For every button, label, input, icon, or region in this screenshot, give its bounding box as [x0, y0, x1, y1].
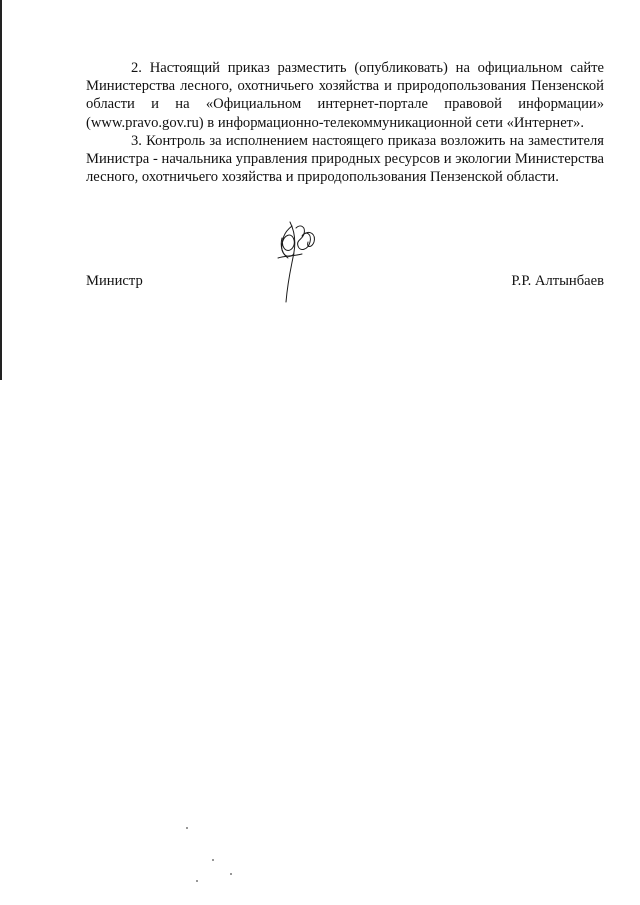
document-body [86, 59, 604, 186]
paragraph-control-order: 3. Контроль за исполнением настоящего приказа возложить на заместителя Министра - начальника управления природных ресурсов и экологии Министерства лесного, охотничьего хозяйства и природопользования Пензенской области. [86, 132, 604, 186]
paragraph-publication-order: 2. Настоящий приказ разместить (опубликовать) на официальном сайте Министерства лесного, охотничьего хозяйства и природопользования Пензенской области и на «Официальном интернет-портале правовой информации» (www.pravo.gov.ru) в информационно-телекоммуникационной сети «Интернет». [86, 60, 604, 131]
scan-speck [230, 873, 232, 875]
scan-speck [212, 859, 214, 861]
signature-block [86, 272, 604, 292]
signatory-name: Р.Р. Алтынбаев [511, 273, 604, 289]
signatory-title: Министр [86, 273, 143, 289]
scan-speck [186, 827, 188, 829]
scan-speck [196, 880, 198, 882]
handwritten-signature [270, 218, 320, 304]
scan-left-edge [0, 0, 2, 380]
